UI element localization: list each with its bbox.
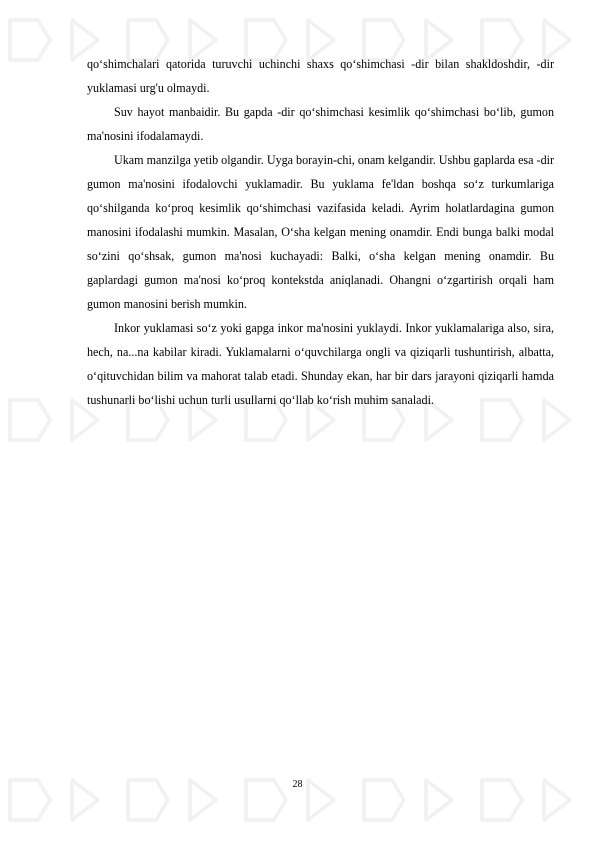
paragraph: qo‘shimchalari qatorida turuvchi uchinchi shaxs qo‘shimchasi -dir bilan shakldoshdir, -dir yuklamasi urg'u olmaydi. bbox=[87, 57, 554, 95]
paragraph: Ukam manzilga yetib olgandir. Uyga borayin-chi, onam kelgandir. Ushbu gaplarda esa -dir gumon ma'nosini ifodalovchi yuklamadir. Bu yuklama fe'ldan boshqa so‘z turkumlariga qo‘shilganda ko‘proq kesimlik qo‘shimchasi vazifasida keladi. Ayrim holatlardagina gumon manosini ifodalashi mumkin. Masalan, O‘sha kelgan mening onamdir. Endi bunga balki modal so‘zini qo‘shsak, gumon ma'nosi kuchayadi: Balki, o‘sha kelgan mening onamdir. Bu gaplardagi gumon ma'nosi ko‘proq kontekstda aniqlanadi. Ohangni o‘zgartirish orqali ham gumon manosini berish mumkin. bbox=[87, 153, 554, 311]
paragraph: Inkor yuklamasi so‘z yoki gapga inkor ma'nosini yuklaydi. Inkor yuklamalariga also, sira, hech, na...na kabilar kiradi. Yuklamalarni o‘quvchilarga ongli va qiziqarli tushuntirish, albatta, o‘qituvchidan bilim va mahorat talab etadi. Shunday ekan, har bir dars jarayoni qiziqarli hamda tushunarli bo‘lishi uchun turli usullarni qo‘llab ko‘rish muhim sanaladi. bbox=[87, 321, 554, 407]
document-body bbox=[87, 52, 554, 412]
page-number: 28 bbox=[292, 779, 303, 790]
paragraph: Suv hayot manbaidir. Bu gapda -dir qo‘shimchasi kesimlik qo‘shimchasi bo‘lib, gumon ma'nosini ifodalamaydi. bbox=[87, 105, 554, 143]
